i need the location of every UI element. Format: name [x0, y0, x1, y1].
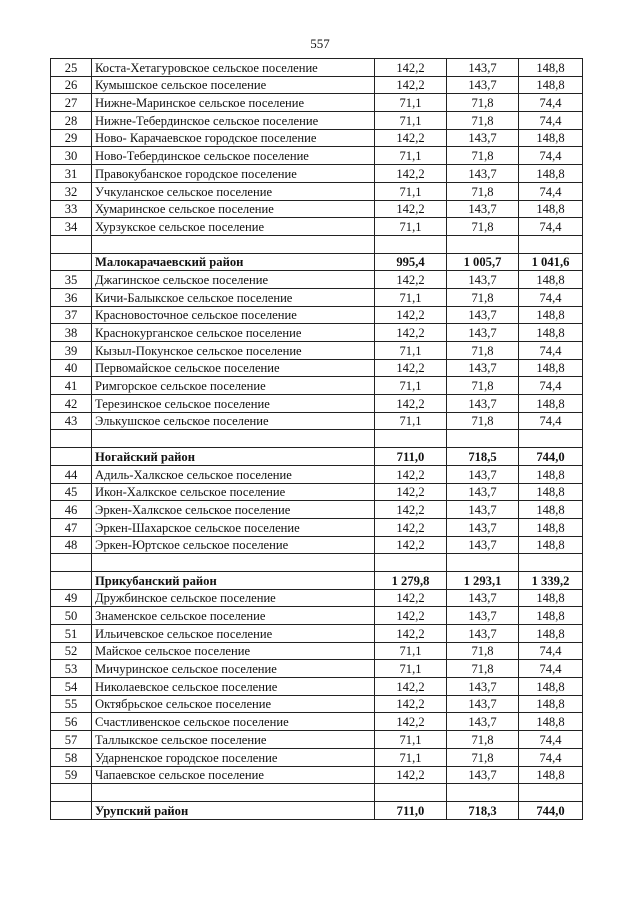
value-1-cell: 71,1 [375, 660, 447, 678]
settlement-name-cell: Элькушское сельское поселение [92, 412, 375, 430]
spacer-row [51, 784, 583, 802]
table-row [51, 94, 583, 112]
value-2-cell: 143,7 [447, 76, 519, 94]
row-number-cell: 54 [51, 678, 92, 696]
value-2-cell: 143,7 [447, 695, 519, 713]
table-row [51, 324, 583, 342]
value-3-cell: 148,8 [519, 395, 583, 413]
table-row [51, 306, 583, 324]
settlement-name-cell: Кичи-Балыкское сельское поселение [92, 288, 375, 306]
row-number-cell: 51 [51, 625, 92, 643]
district-name-cell: Ногайский район [92, 448, 375, 466]
value-3-cell: 148,8 [519, 76, 583, 94]
value-1-cell [375, 235, 447, 253]
settlement-name-cell: Майское сельское поселение [92, 642, 375, 660]
settlement-name-cell: Мичуринское сельское поселение [92, 660, 375, 678]
value-3-cell: 148,8 [519, 695, 583, 713]
district-name-cell: Урупский район [92, 801, 375, 819]
value-1-cell: 142,2 [375, 695, 447, 713]
settlement-name-cell: Учкуланское сельское поселение [92, 182, 375, 200]
value-2-cell: 143,7 [447, 713, 519, 731]
value-2-cell: 143,7 [447, 129, 519, 147]
row-number-cell: 38 [51, 324, 92, 342]
value-2-cell: 143,7 [447, 271, 519, 289]
value-1-cell: 142,2 [375, 536, 447, 554]
row-number-cell: 37 [51, 306, 92, 324]
value-3-cell: 148,8 [519, 536, 583, 554]
value-1-cell: 71,1 [375, 748, 447, 766]
table-row [51, 678, 583, 696]
row-number-cell: 59 [51, 766, 92, 784]
table-row [51, 766, 583, 784]
value-3-cell: 74,4 [519, 218, 583, 236]
value-2-cell: 71,8 [447, 147, 519, 165]
row-number-cell: 26 [51, 76, 92, 94]
row-number-cell [51, 448, 92, 466]
table-row [51, 660, 583, 678]
settlement-name-cell: Таллыкское сельское поселение [92, 731, 375, 749]
settlement-name-cell: Эркен-Шахарское сельское поселение [92, 518, 375, 536]
settlement-name-cell: Ново-Тебердинское сельское поселение [92, 147, 375, 165]
value-2-cell: 143,7 [447, 359, 519, 377]
row-number-cell: 40 [51, 359, 92, 377]
value-2-cell: 1 005,7 [447, 253, 519, 271]
row-number-cell: 47 [51, 518, 92, 536]
value-1-cell: 142,2 [375, 129, 447, 147]
value-3-cell: 74,4 [519, 748, 583, 766]
value-2-cell: 71,8 [447, 288, 519, 306]
value-3-cell: 148,8 [519, 625, 583, 643]
table-body [51, 59, 583, 820]
settlement-name-cell: Кумышское сельское поселение [92, 76, 375, 94]
value-3-cell: 744,0 [519, 448, 583, 466]
value-3-cell [519, 235, 583, 253]
table-row [51, 395, 583, 413]
value-1-cell: 71,1 [375, 342, 447, 360]
value-3-cell: 1 339,2 [519, 571, 583, 589]
row-number-cell: 36 [51, 288, 92, 306]
settlement-name-cell: Октябрьское сельское поселение [92, 695, 375, 713]
row-number-cell: 53 [51, 660, 92, 678]
value-2-cell: 71,8 [447, 182, 519, 200]
settlement-name-cell: Правокубанское городское поселение [92, 165, 375, 183]
row-number-cell: 55 [51, 695, 92, 713]
row-number-cell: 45 [51, 483, 92, 501]
value-2-cell: 71,8 [447, 342, 519, 360]
value-3-cell: 74,4 [519, 94, 583, 112]
value-3-cell: 148,8 [519, 359, 583, 377]
value-3-cell: 148,8 [519, 589, 583, 607]
table-row [51, 412, 583, 430]
table-row [51, 748, 583, 766]
row-number-cell: 48 [51, 536, 92, 554]
value-2-cell: 718,3 [447, 801, 519, 819]
district-row [51, 253, 583, 271]
settlement-name-cell: Дружбинское сельское поселение [92, 589, 375, 607]
table-row [51, 501, 583, 519]
value-1-cell: 142,2 [375, 76, 447, 94]
table-row [51, 695, 583, 713]
settlement-name-cell: Нижне-Маринское сельское поселение [92, 94, 375, 112]
value-3-cell: 1 041,6 [519, 253, 583, 271]
value-2-cell: 71,8 [447, 412, 519, 430]
value-1-cell: 142,2 [375, 306, 447, 324]
row-number-cell: 25 [51, 59, 92, 77]
value-2-cell: 71,8 [447, 218, 519, 236]
value-2-cell: 143,7 [447, 607, 519, 625]
value-1-cell: 71,1 [375, 147, 447, 165]
value-2-cell: 143,7 [447, 395, 519, 413]
settlement-name-cell: Эркен-Халкское сельское поселение [92, 501, 375, 519]
value-1-cell: 71,1 [375, 731, 447, 749]
table-row [51, 518, 583, 536]
value-2-cell [447, 784, 519, 802]
table-row [51, 165, 583, 183]
row-number-cell [51, 253, 92, 271]
settlement-name-cell: Джагинское сельское поселение [92, 271, 375, 289]
value-2-cell: 143,7 [447, 536, 519, 554]
value-1-cell: 142,2 [375, 483, 447, 501]
settlement-name-cell: Счастливенское сельское поселение [92, 713, 375, 731]
value-2-cell [447, 430, 519, 448]
table-row [51, 288, 583, 306]
value-1-cell: 142,2 [375, 395, 447, 413]
value-3-cell: 148,8 [519, 271, 583, 289]
value-3-cell: 148,8 [519, 200, 583, 218]
settlement-name-cell: Красновосточное сельское поселение [92, 306, 375, 324]
table-row [51, 359, 583, 377]
settlement-name-cell: Ново- Карачаевское городское поселение [92, 129, 375, 147]
value-2-cell: 143,7 [447, 324, 519, 342]
table-row [51, 625, 583, 643]
row-number-cell: 41 [51, 377, 92, 395]
value-3-cell: 74,4 [519, 660, 583, 678]
settlement-name-cell: Николаевское сельское поселение [92, 678, 375, 696]
table-row [51, 76, 583, 94]
value-3-cell: 74,4 [519, 412, 583, 430]
value-1-cell: 71,1 [375, 642, 447, 660]
value-2-cell: 143,7 [447, 518, 519, 536]
row-number-cell: 56 [51, 713, 92, 731]
row-number-cell [51, 571, 92, 589]
value-1-cell: 142,2 [375, 501, 447, 519]
district-row [51, 571, 583, 589]
value-3-cell: 74,4 [519, 731, 583, 749]
value-1-cell: 711,0 [375, 448, 447, 466]
value-1-cell [375, 430, 447, 448]
table-row [51, 59, 583, 77]
spacer-row [51, 430, 583, 448]
value-2-cell: 143,7 [447, 766, 519, 784]
value-3-cell: 74,4 [519, 147, 583, 165]
value-2-cell: 71,8 [447, 112, 519, 130]
allocation-table [50, 58, 583, 820]
settlement-name-cell: Коста-Хетагуровское сельское поселение [92, 59, 375, 77]
value-1-cell: 142,2 [375, 625, 447, 643]
value-1-cell: 71,1 [375, 218, 447, 236]
row-number-cell: 52 [51, 642, 92, 660]
settlement-name-cell: Эркен-Юртское сельское поселение [92, 536, 375, 554]
value-1-cell: 142,2 [375, 324, 447, 342]
table-row [51, 731, 583, 749]
settlement-name-cell: Чапаевское сельское поселение [92, 766, 375, 784]
value-3-cell: 74,4 [519, 342, 583, 360]
value-2-cell [447, 554, 519, 572]
value-2-cell: 143,7 [447, 306, 519, 324]
value-3-cell: 148,8 [519, 713, 583, 731]
row-number-cell: 39 [51, 342, 92, 360]
spacer-row [51, 554, 583, 572]
value-3-cell [519, 430, 583, 448]
table-row [51, 642, 583, 660]
row-number-cell: 44 [51, 465, 92, 483]
value-3-cell: 148,8 [519, 483, 583, 501]
table-row [51, 377, 583, 395]
value-3-cell [519, 554, 583, 572]
row-number-cell: 32 [51, 182, 92, 200]
value-2-cell: 143,7 [447, 589, 519, 607]
value-1-cell: 142,2 [375, 678, 447, 696]
spacer-row [51, 235, 583, 253]
value-3-cell: 148,8 [519, 165, 583, 183]
row-number-cell: 28 [51, 112, 92, 130]
value-1-cell: 142,2 [375, 165, 447, 183]
value-1-cell: 995,4 [375, 253, 447, 271]
row-number-cell: 46 [51, 501, 92, 519]
value-3-cell: 74,4 [519, 377, 583, 395]
settlement-name-cell: Краснокурганское сельское поселение [92, 324, 375, 342]
value-2-cell: 71,8 [447, 94, 519, 112]
value-2-cell [447, 235, 519, 253]
settlement-name-cell: Первомайское сельское поселение [92, 359, 375, 377]
value-3-cell: 148,8 [519, 324, 583, 342]
row-number-cell: 31 [51, 165, 92, 183]
value-3-cell: 148,8 [519, 129, 583, 147]
district-name-cell: Прикубанский район [92, 571, 375, 589]
row-number-cell: 50 [51, 607, 92, 625]
value-3-cell: 148,8 [519, 607, 583, 625]
row-number-cell: 49 [51, 589, 92, 607]
value-2-cell: 71,8 [447, 377, 519, 395]
settlement-name-cell: Кызыл-Покунское сельское поселение [92, 342, 375, 360]
table-row [51, 200, 583, 218]
table-row [51, 713, 583, 731]
value-3-cell: 148,8 [519, 501, 583, 519]
value-2-cell: 1 293,1 [447, 571, 519, 589]
value-1-cell: 71,1 [375, 94, 447, 112]
table-row [51, 129, 583, 147]
settlement-name-cell [92, 235, 375, 253]
value-1-cell: 142,2 [375, 200, 447, 218]
table-row [51, 147, 583, 165]
table-row [51, 218, 583, 236]
value-2-cell: 143,7 [447, 59, 519, 77]
settlement-name-cell [92, 784, 375, 802]
settlement-name-cell: Знаменское сельское поселение [92, 607, 375, 625]
value-2-cell: 143,7 [447, 465, 519, 483]
value-1-cell: 142,2 [375, 607, 447, 625]
settlement-name-cell [92, 554, 375, 572]
row-number-cell [51, 235, 92, 253]
value-1-cell: 71,1 [375, 288, 447, 306]
value-1-cell: 142,2 [375, 359, 447, 377]
table-row [51, 607, 583, 625]
table-row [51, 112, 583, 130]
value-3-cell: 74,4 [519, 182, 583, 200]
value-1-cell: 142,2 [375, 518, 447, 536]
value-1-cell: 142,2 [375, 589, 447, 607]
district-row [51, 448, 583, 466]
settlement-name-cell: Терезинское сельское поселение [92, 395, 375, 413]
value-1-cell: 142,2 [375, 465, 447, 483]
page-number: 557 [310, 36, 330, 51]
value-3-cell: 148,8 [519, 465, 583, 483]
table-row [51, 589, 583, 607]
value-2-cell: 143,7 [447, 165, 519, 183]
row-number-cell: 30 [51, 147, 92, 165]
table-row [51, 182, 583, 200]
table-row [51, 483, 583, 501]
value-1-cell: 71,1 [375, 182, 447, 200]
value-1-cell [375, 554, 447, 572]
value-3-cell: 148,8 [519, 518, 583, 536]
value-1-cell: 71,1 [375, 412, 447, 430]
settlement-name-cell: Ударненское городское поселение [92, 748, 375, 766]
row-number-cell: 58 [51, 748, 92, 766]
district-name-cell: Малокарачаевский район [92, 253, 375, 271]
row-number-cell: 33 [51, 200, 92, 218]
value-3-cell: 74,4 [519, 112, 583, 130]
row-number-cell [51, 430, 92, 448]
settlement-name-cell: Икон-Халкское сельское поселение [92, 483, 375, 501]
row-number-cell [51, 801, 92, 819]
table-row [51, 536, 583, 554]
settlement-name-cell: Нижне-Тебердинское сельское поселение [92, 112, 375, 130]
value-2-cell: 71,8 [447, 660, 519, 678]
value-3-cell: 148,8 [519, 766, 583, 784]
row-number-cell: 35 [51, 271, 92, 289]
value-1-cell: 142,2 [375, 271, 447, 289]
row-number-cell: 43 [51, 412, 92, 430]
value-1-cell: 1 279,8 [375, 571, 447, 589]
value-2-cell: 143,7 [447, 483, 519, 501]
value-2-cell: 143,7 [447, 678, 519, 696]
value-3-cell [519, 784, 583, 802]
value-1-cell: 71,1 [375, 112, 447, 130]
value-1-cell: 711,0 [375, 801, 447, 819]
settlement-name-cell: Адиль-Халкское сельское поселение [92, 465, 375, 483]
value-3-cell: 148,8 [519, 306, 583, 324]
value-2-cell: 143,7 [447, 501, 519, 519]
value-3-cell: 74,4 [519, 642, 583, 660]
settlement-name-cell: Римгорское сельское поселение [92, 377, 375, 395]
value-1-cell: 142,2 [375, 713, 447, 731]
district-row [51, 801, 583, 819]
value-1-cell: 142,2 [375, 766, 447, 784]
table-row [51, 271, 583, 289]
settlement-name-cell [92, 430, 375, 448]
settlement-name-cell: Хумаринское сельское поселение [92, 200, 375, 218]
value-3-cell: 74,4 [519, 288, 583, 306]
row-number-cell: 29 [51, 129, 92, 147]
table-row [51, 342, 583, 360]
row-number-cell: 27 [51, 94, 92, 112]
value-2-cell: 71,8 [447, 642, 519, 660]
row-number-cell [51, 784, 92, 802]
value-3-cell: 148,8 [519, 678, 583, 696]
row-number-cell [51, 554, 92, 572]
table-row [51, 465, 583, 483]
row-number-cell: 42 [51, 395, 92, 413]
value-2-cell: 718,5 [447, 448, 519, 466]
value-2-cell: 71,8 [447, 748, 519, 766]
value-1-cell [375, 784, 447, 802]
row-number-cell: 57 [51, 731, 92, 749]
settlement-name-cell: Хурзукское сельское поселение [92, 218, 375, 236]
value-2-cell: 143,7 [447, 625, 519, 643]
row-number-cell: 34 [51, 218, 92, 236]
value-3-cell: 148,8 [519, 59, 583, 77]
value-2-cell: 71,8 [447, 731, 519, 749]
value-1-cell: 71,1 [375, 377, 447, 395]
value-1-cell: 142,2 [375, 59, 447, 77]
value-2-cell: 143,7 [447, 200, 519, 218]
value-3-cell: 744,0 [519, 801, 583, 819]
settlement-name-cell: Ильичевское сельское поселение [92, 625, 375, 643]
